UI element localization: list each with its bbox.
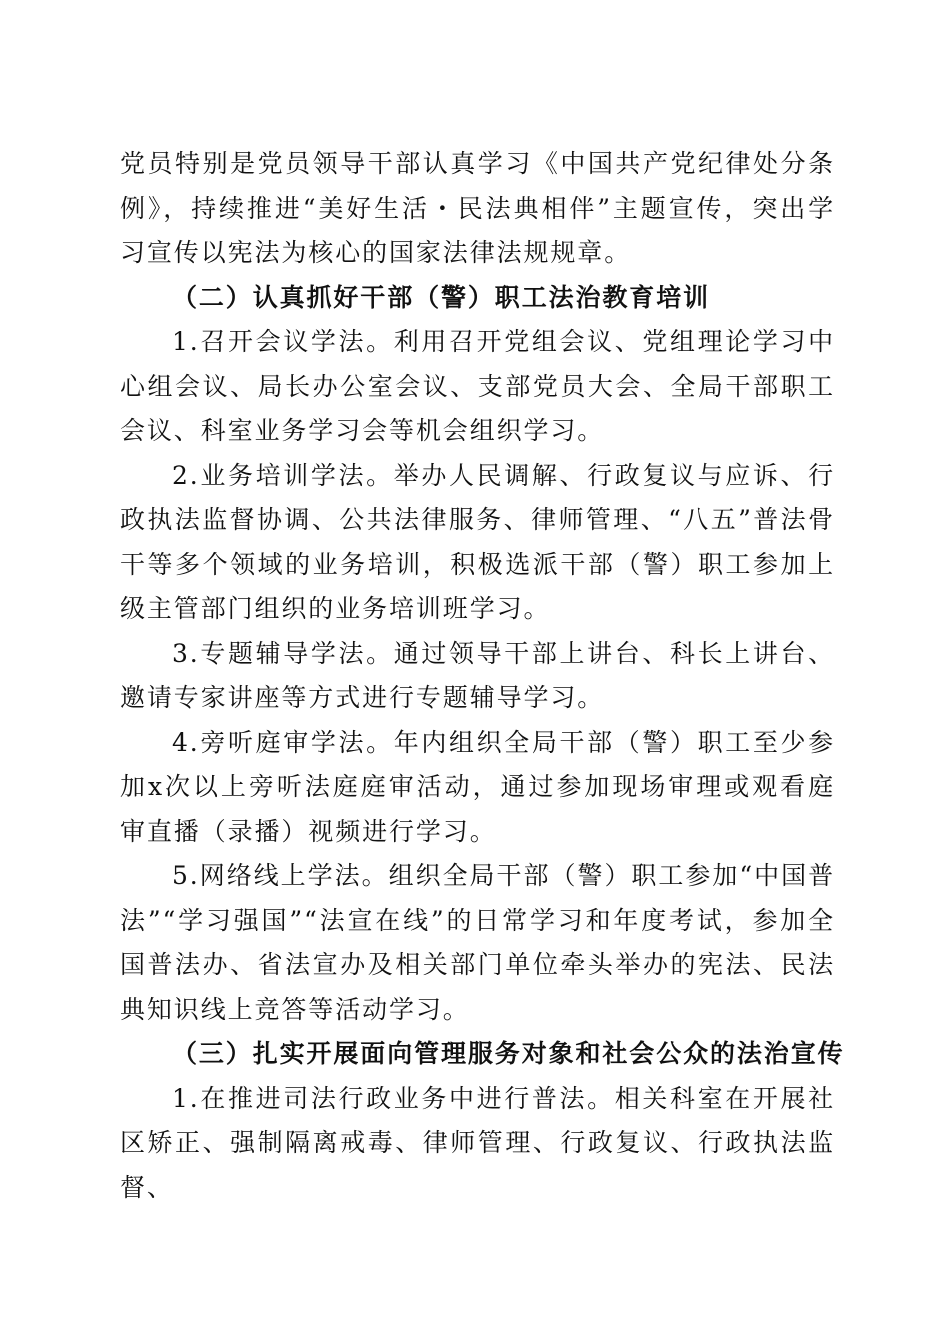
section-heading-3: （三）扎实开展面向管理服务对象和社会公众的法治宣传 <box>172 1039 845 1068</box>
paragraph-item-business-training: 2.业务培训学法。举办人民调解、行政复议与应诉、行政执法监督协调、公共法律服务、律师管理、“八五”普法骨干等多个领域的业务培训，积极选派干部（警）职工参加上级主管部门组织的业务培训班学习。 <box>120 460 835 623</box>
paragraph-item-online-study: 5.网络线上学法。组织全局干部（警）职工参加“中国普法”“学习强国”“法宣在线”的日常学习和年度考试，参加全国普法办、省法宣办及相关部门单位牵头举办的宪法、民法典知识线上竞答等活动学习。 <box>120 861 835 1024</box>
document-body <box>120 142 845 1210</box>
paragraph-item-meeting-study: 1.召开会议学法。利用召开党组会议、党组理论学习中心组会议、局长办公室会议、支部党员大会、全局干部职工会议、科室业务学习会等机会组织学习。 <box>120 327 835 445</box>
paragraph-item-judicial-admin: 1.在推进司法行政业务中进行普法。相关科室在开展社区矫正、强制隔离戒毒、律师管理、行政复议、行政执法监督、 <box>120 1083 835 1202</box>
paragraph-intro-continuation: 党员特别是党员领导干部认真学习《中国共产党纪律处分条例》，持续推进“美好生活・民法典相伴”主题宣传，突出学习宣传以宪法为核心的国家法律法规规章。 <box>120 149 835 267</box>
section-heading-2: （二）认真抓好干部（警）职工法治教育培训 <box>172 282 711 312</box>
paragraph-item-court-hearing: 4.旁听庭审学法。年内组织全局干部（警）职工至少参加x次以上旁听法庭庭审活动，通过参加现场审理或观看庭审直播（录播）视频进行学习。 <box>120 727 835 846</box>
paragraph-item-topic-tutoring: 3.专题辅导学法。通过领导干部上讲台、科长上讲台、邀请专家讲座等方式进行专题辅导学习。 <box>120 638 835 712</box>
